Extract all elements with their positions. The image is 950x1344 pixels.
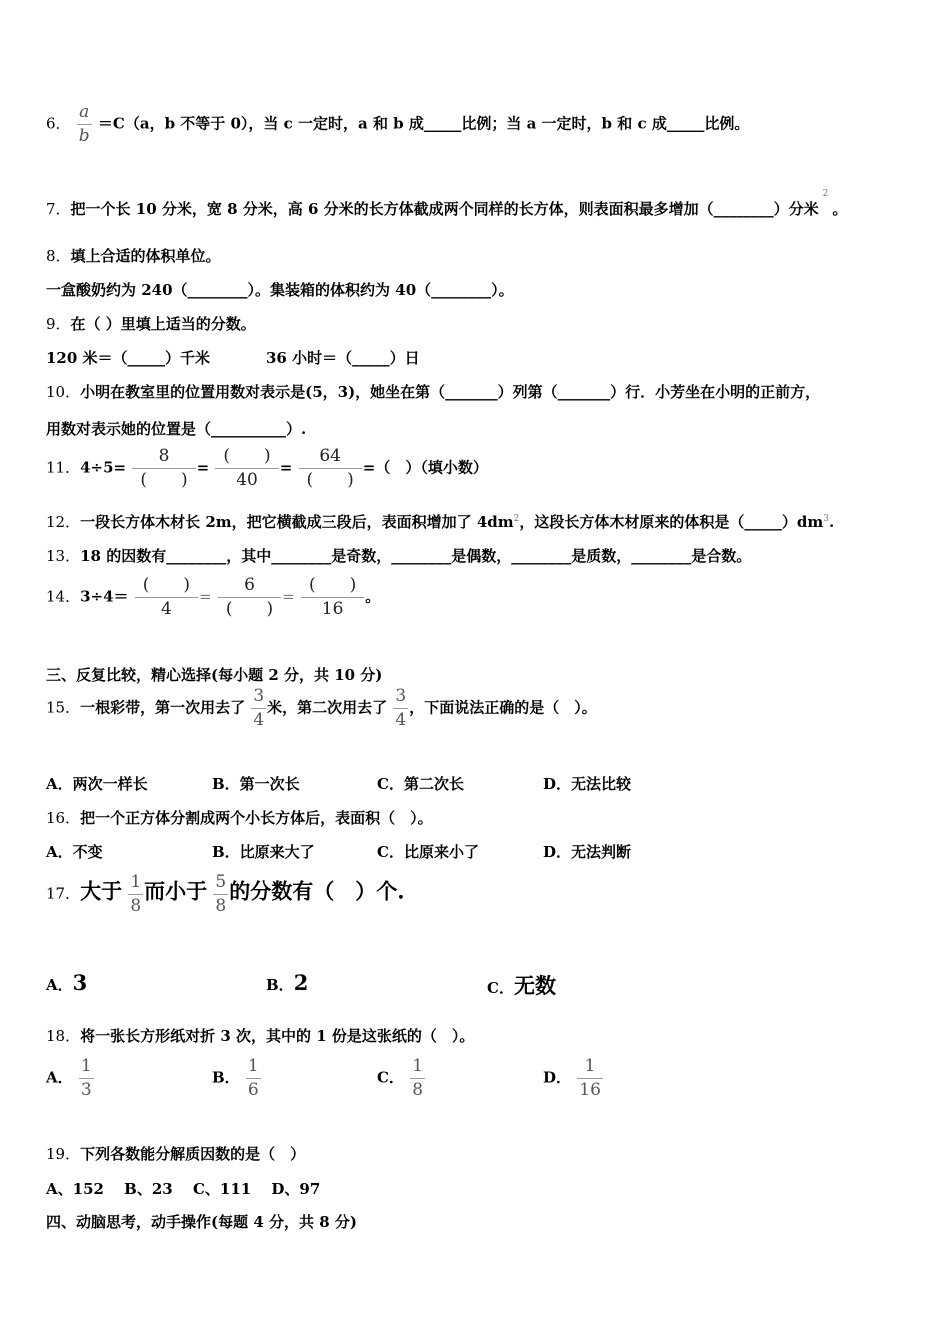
- option-d[interactable]: [543, 1058, 604, 1099]
- question-text: 将一张长方形纸对折 3 次，其中的 1 份是这张纸的（ ）。: [80, 1027, 475, 1045]
- question-13: [46, 545, 751, 566]
- fraction-3: $\frac{64}{( )}$: [299, 448, 362, 489]
- option-b[interactable]: [212, 1058, 262, 1099]
- question-6: [46, 104, 749, 145]
- question-number: 10．: [46, 383, 81, 401]
- question-text: ＝C（a，b 不等于 0），当 c 一定时，a 和 b 成_____比例；当 a 一定时，b 和 c 成_____比例。: [97, 114, 750, 133]
- question-text: 的分数有（ ）个.: [229, 878, 405, 904]
- superscript-3: 3: [823, 514, 829, 524]
- fraction-2: $\frac{6}{( )}$: [218, 577, 281, 618]
- option-d[interactable]: D．无法判断: [543, 843, 632, 861]
- option-a[interactable]: A．不变: [46, 843, 103, 861]
- fraction-5-8: $\frac{5}{8}$: [215, 872, 227, 916]
- option-label: C．: [487, 979, 514, 997]
- option-fraction: $\frac{1}{16}$: [579, 1056, 601, 1100]
- question-10: [46, 381, 820, 402]
- question-end: 。: [365, 587, 381, 606]
- option-b[interactable]: B．比原来大了: [212, 843, 315, 861]
- question-number: 15．: [46, 698, 81, 717]
- question-number: 9．: [46, 315, 71, 333]
- option-value: 2: [293, 970, 309, 995]
- option-b[interactable]: [266, 970, 308, 995]
- question-lead: 3÷4＝: [80, 587, 129, 606]
- option-label: A．: [46, 976, 73, 994]
- option-label: D．: [543, 1068, 572, 1087]
- question-text: 把一个正方体分割成两个小长方体后，表面积（ ）。: [80, 809, 433, 827]
- question-17: [46, 874, 405, 915]
- option-label: B．: [266, 976, 294, 994]
- equals-sign: =: [282, 587, 295, 606]
- question-tail: =（ ）（填小数）: [362, 458, 488, 477]
- fraction-a-over-b: $\frac{a}{b}$: [78, 102, 90, 146]
- option-a[interactable]: [46, 970, 87, 995]
- question-text: 一段长方体木材长 2m，把它横截成三段后，表面积增加了 4dm: [80, 513, 514, 531]
- option-b[interactable]: B．第一次长: [212, 775, 300, 793]
- question-8: [46, 245, 221, 266]
- equals-sign: =: [279, 458, 293, 477]
- question-text-2: ，这段长方体木材原来的体积是（_____）dm: [519, 513, 824, 531]
- question-text: 18 的因数有________，其中________是奇数，________是偶数，________是质数，________是合数。: [80, 547, 752, 565]
- question-9: [46, 313, 256, 334]
- option-label: A．: [46, 1068, 73, 1087]
- question-text: 小明在教室里的位置用数对表示是(5，3)，她坐在第（_______）列第（_______）行．小芳坐在小明的正前方，: [80, 383, 821, 401]
- equals-sign: =: [196, 458, 210, 477]
- question-19-options[interactable]: A、152 B、23 C、111 D、97: [46, 1180, 321, 1198]
- option-fraction: $\frac{1}{6}$: [247, 1056, 259, 1100]
- question-end: .: [829, 513, 835, 531]
- option-value: 无数: [513, 973, 556, 998]
- question-text: 在（ ）里填上适当的分数。: [70, 315, 256, 333]
- fraction-2: $\frac{( )}{40}$: [215, 448, 278, 489]
- option-c[interactable]: [377, 1058, 426, 1099]
- option-value: 3: [72, 970, 88, 995]
- section-3-heading: 三、反复比较，精心选择(每小题 2 分，共 10 分): [46, 666, 383, 684]
- question-number: 6．: [46, 114, 71, 133]
- question-12: [46, 511, 834, 532]
- option-c[interactable]: C．第二次长: [377, 775, 464, 793]
- superscript-2: 2: [513, 514, 520, 524]
- fraction-1-8: $\frac{1}{8}$: [130, 872, 142, 916]
- fraction-3-4: $\frac{3}{4}$: [253, 686, 265, 730]
- question-number: 13．: [46, 547, 81, 565]
- question-7: [46, 189, 848, 219]
- question-text: ，下面说法正确的是（ ）。: [409, 698, 597, 717]
- question-14: [46, 577, 380, 618]
- question-18: [46, 1025, 474, 1046]
- question-text: 把一个长 10 分米，宽 8 分米，高 6 分米的长方体截成两个同样的长方体，则表面积最多增加（________）分米: [70, 200, 819, 218]
- question-number: 12．: [46, 513, 81, 531]
- question-number: 11．: [46, 458, 81, 477]
- section-4-heading: 四、动脑思考，动手操作(每题 4 分，共 8 分): [46, 1213, 357, 1231]
- option-d[interactable]: D．无法比较: [543, 775, 632, 793]
- option-fraction: $\frac{1}{3}$: [80, 1056, 92, 1100]
- question-text: 下列各数能分解质因数的是（ ）: [80, 1145, 306, 1163]
- question-number: 17．: [46, 884, 81, 903]
- unit-superscript: 2: [822, 189, 829, 199]
- option-a[interactable]: [46, 1058, 95, 1099]
- question-number: 7．: [46, 200, 71, 218]
- option-c[interactable]: C．比原来小了: [377, 843, 479, 861]
- question-19: [46, 1143, 305, 1164]
- fraction-1: $\frac{8}{( )}$: [132, 448, 195, 489]
- question-text: 一根彩带，第一次用去了: [80, 698, 246, 717]
- fraction-3-4: $\frac{3}{4}$: [395, 686, 407, 730]
- question-9-line2b: 36 小时＝（_____）日: [266, 349, 420, 367]
- fraction-3: $\frac{( )}{16}$: [301, 577, 364, 618]
- fraction-1: $\frac{( )}{4}$: [135, 577, 198, 618]
- question-text: 而小于: [144, 878, 208, 904]
- question-lead: 4÷5=: [80, 458, 127, 477]
- question-number: 19．: [46, 1145, 81, 1163]
- option-a[interactable]: A．两次一样长: [46, 775, 148, 793]
- question-number: 18．: [46, 1027, 81, 1045]
- question-text: 大于: [80, 878, 123, 904]
- equals-sign: =: [199, 587, 212, 606]
- question-number: 8．: [46, 247, 71, 265]
- question-end: 。: [832, 200, 848, 218]
- option-c[interactable]: [487, 970, 556, 1000]
- question-15: [46, 688, 597, 729]
- question-number: 14．: [46, 587, 81, 606]
- option-label: C．: [377, 1068, 404, 1087]
- option-label: B．: [212, 1068, 240, 1087]
- question-8-line2: 一盒酸奶约为 240（________）。集装箱的体积约为 40（________）。: [46, 281, 514, 299]
- question-10-line2: 用数对表示她的位置是（__________）.: [46, 420, 307, 438]
- option-fraction: $\frac{1}{8}$: [412, 1056, 424, 1100]
- question-11: [46, 448, 488, 489]
- question-text: 米，第二次用去了: [267, 698, 388, 717]
- question-number: 16．: [46, 809, 81, 827]
- question-9-line2a: 120 米＝（_____）千米: [46, 349, 211, 367]
- question-16: [46, 807, 433, 828]
- question-text: 填上合适的体积单位。: [70, 247, 221, 265]
